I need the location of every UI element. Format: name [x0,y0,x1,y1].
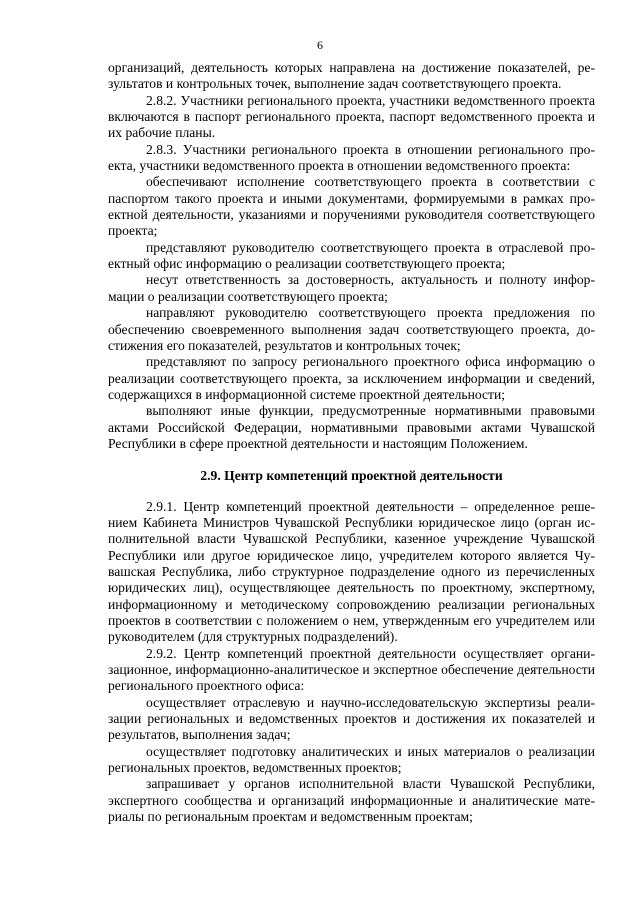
page-number: 6 [317,38,323,52]
paragraph: организаций, деятельность которых направлена на достижение показателей, результатов и контрольных точек, выполнение задач соответствующего проекта. [108,60,595,92]
paragraph: 2.9.1. Центр компетенций проектной деятельности – определенное решением Кабинета Министров Чувашской Республики юридическое лицо (орган исполнительной власти Чувашской Республики, казенное учреждение Чувашской Республики или другое юридическое лицо, учредителем которого является Чувашская Республика, либо структурное подразделение одного из перечисленных юридических лиц), осуществляющее деятельность по проектному, экспертному, информационному и методическому сопровождению реализации региональных проектов в соответствии с положением о нем, утвержденным его учредителем или руководителем (для структурных подразделений). [108,498,595,645]
paragraph: представляют руководителю соответствующего проекта в отраслевой проектный офис информацию о реализации соответствующего проекта; [108,239,595,272]
paragraph: осуществляет подготовку аналитических и иных материалов о реализации региональных проектов, ведомственных проектов; [108,743,595,776]
document-body [108,60,595,825]
paragraph: направляют руководителю соответствующего проекта предложения по обеспечению своевременного выполнения задач соответствующего проекта, достижения его показателей, результатов и контрольных точек; [108,305,595,353]
paragraph: осуществляет отраслевую и научно-исследовательскую экспертизы реализации региональных и ведомственных проектов и достижения их показателей и результатов, выполнения задач; [108,694,595,743]
section-2-8-content [108,60,595,452]
paragraph: выполняют иные функции, предусмотренные нормативными правовыми актами Российской Федерации, нормативными правовыми актами Чувашской Республики в сфере проектной деятельности и настоящим Положением. [108,403,595,451]
paragraph: несут ответственность за достоверность, актуальность и полноту информации о реализации соответствующего проекта; [108,272,595,304]
paragraph: 2.9.2. Центр компетенций проектной деятельности осуществляет организационное, информационно-аналитическое и экспертное обеспечение деятельности регионального проектного офиса: [108,645,595,694]
paragraph: 2.8.3. Участники регионального проекта в отношении регионального проекта, участники ведомственного проекта в отношении ведомственного проекта: [108,141,595,174]
section-heading: 2.9. Центр компетенций проектной деятельности [200,468,503,484]
paragraph: 2.8.2. Участники регионального проекта, участники ведомственного проекта включаются в паспорт регионального проекта, паспорт ведомственного проекта и их рабочие планы. [108,92,595,141]
paragraph: обеспечивают исполнение соответствующего проекта в соответствии с паспортом такого проекта и иными документами, формируемыми в рамках проектной деятельности, указаниями и поручениями руководителя соответствующего проекта; [108,174,595,239]
paragraph: представляют по запросу регионального проектного офиса информацию о реализации соответствующего проекта, за исключением информации и сведений, содержащихся в информационной системе проектной деятельности; [108,354,595,402]
paragraph: запрашивает у органов исполнительной власти Чувашской Республики, экспертного сообщества и организаций информационные и аналитические материалы по региональным проектам и ведомственным проектам; [108,776,595,825]
section-2-9-content [108,499,595,826]
